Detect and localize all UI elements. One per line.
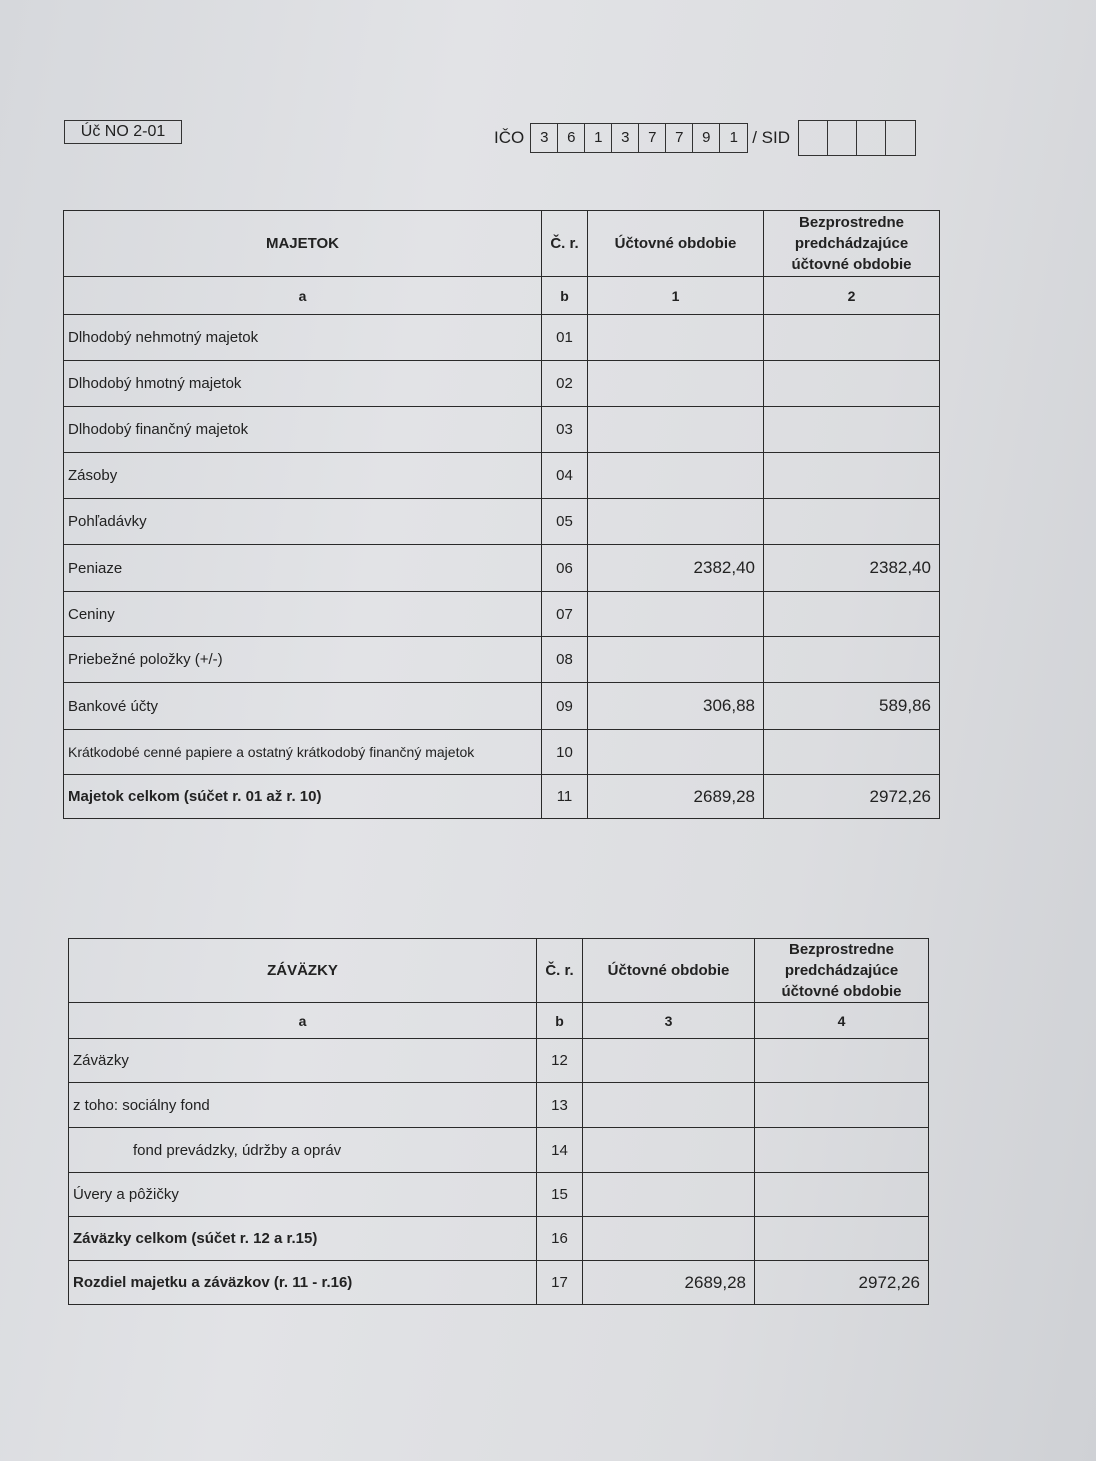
previous-value — [764, 592, 940, 637]
previous-value — [755, 1128, 929, 1173]
liabilities-subheader-a: a — [69, 1003, 537, 1039]
liabilities-header-row — [69, 939, 929, 1003]
row-label: Úvery a pôžičky — [69, 1173, 537, 1217]
table-row — [69, 1173, 929, 1217]
assets-subheader-row — [64, 277, 940, 315]
assets-header-row-no: Č. r. — [542, 211, 588, 277]
table-row — [64, 592, 940, 637]
row-number: 07 — [542, 592, 588, 637]
ico-digit: 3 — [612, 124, 639, 152]
row-label: Peniaze — [64, 545, 542, 592]
liabilities-subheader-4: 4 — [755, 1003, 929, 1039]
assets-header-name: MAJETOK — [64, 211, 542, 277]
row-label: Dlhodobý hmotný majetok — [64, 361, 542, 407]
assets-subheader-a: a — [64, 277, 542, 315]
ico-digit-boxes — [530, 123, 748, 153]
previous-value — [764, 361, 940, 407]
current-value — [583, 1173, 755, 1217]
form-code: Úč NO 2-01 — [64, 120, 182, 144]
ico-digit: 7 — [639, 124, 666, 152]
row-label: Ceniny — [64, 592, 542, 637]
row-label: Záväzky celkom (súčet r. 12 a r.15) — [69, 1217, 537, 1261]
previous-value — [755, 1083, 929, 1128]
current-value: 2689,28 — [583, 1261, 755, 1305]
previous-value: 2972,26 — [755, 1261, 929, 1305]
assets-header-current: Účtovné obdobie — [588, 211, 764, 277]
sid-label: / SID — [752, 128, 791, 147]
previous-value — [764, 407, 940, 453]
assets-subheader-b: b — [542, 277, 588, 315]
table-row — [69, 1039, 929, 1083]
row-label: Dlhodobý finančný majetok — [64, 407, 542, 453]
liabilities-subheader-b: b — [537, 1003, 583, 1039]
sid-box — [857, 121, 886, 155]
current-value — [583, 1039, 755, 1083]
table-row — [64, 683, 940, 730]
previous-value: 589,86 — [764, 683, 940, 730]
assets-header-row — [64, 211, 940, 277]
sid-boxes — [798, 120, 916, 156]
liabilities-header-name: ZÁVÄZKY — [69, 939, 537, 1003]
table-row — [64, 545, 940, 592]
table-row — [69, 1083, 929, 1128]
previous-value: 2972,26 — [764, 775, 940, 819]
ico-section — [494, 118, 916, 158]
row-number: 11 — [542, 775, 588, 819]
row-label: Pohľadávky — [64, 499, 542, 545]
current-value — [588, 361, 764, 407]
previous-value — [755, 1173, 929, 1217]
sid-box — [799, 121, 828, 155]
liabilities-subheader-row — [69, 1003, 929, 1039]
liabilities-header-previous: Bezprostredne predchádzajúce účtovné obdobie — [755, 939, 929, 1003]
table-row — [69, 1128, 929, 1173]
previous-value — [755, 1039, 929, 1083]
row-number: 01 — [542, 315, 588, 361]
liabilities-header-row-no: Č. r. — [537, 939, 583, 1003]
table-row — [64, 361, 940, 407]
ico-digit: 3 — [531, 124, 558, 152]
previous-value: 2382,40 — [764, 545, 940, 592]
table-row — [64, 407, 940, 453]
table-row-total — [69, 1217, 929, 1261]
table-row-total — [64, 775, 940, 819]
row-label: Zásoby — [64, 453, 542, 499]
current-value: 2382,40 — [588, 545, 764, 592]
row-number: 17 — [537, 1261, 583, 1305]
row-label: z toho: sociálny fond — [69, 1083, 537, 1128]
table-row — [64, 730, 940, 775]
liabilities-table — [68, 938, 929, 1305]
row-number: 08 — [542, 637, 588, 683]
row-label: fond prevádzky, údržby a opráv — [69, 1128, 537, 1173]
ico-label: IČO — [494, 128, 525, 147]
assets-table — [63, 210, 940, 819]
table-row — [64, 453, 940, 499]
previous-value — [764, 499, 940, 545]
row-number: 06 — [542, 545, 588, 592]
row-number: 05 — [542, 499, 588, 545]
row-label: Rozdiel majetku a záväzkov (r. 11 - r.16) — [69, 1261, 537, 1305]
assets-header-previous: Bezprostredne predchádzajúce účtovné obdobie — [764, 211, 940, 277]
current-value — [588, 730, 764, 775]
sid-box — [828, 121, 857, 155]
current-value — [588, 499, 764, 545]
ico-digit: 1 — [585, 124, 612, 152]
assets-subheader-1: 1 — [588, 277, 764, 315]
current-value — [583, 1083, 755, 1128]
current-value: 2689,28 — [588, 775, 764, 819]
row-label: Majetok celkom (súčet r. 01 až r. 10) — [64, 775, 542, 819]
ico-digit: 1 — [729, 129, 738, 146]
previous-value — [764, 730, 940, 775]
row-number: 16 — [537, 1217, 583, 1261]
current-value — [583, 1217, 755, 1261]
liabilities-subheader-3: 3 — [583, 1003, 755, 1039]
row-number: 02 — [542, 361, 588, 407]
row-label: Dlhodobý nehmotný majetok — [64, 315, 542, 361]
row-label: Bankové účty — [64, 683, 542, 730]
row-number: 15 — [537, 1173, 583, 1217]
table-row — [64, 637, 940, 683]
assets-subheader-2: 2 — [764, 277, 940, 315]
row-number: 09 — [542, 683, 588, 730]
row-number: 12 — [537, 1039, 583, 1083]
current-value — [583, 1128, 755, 1173]
current-value — [588, 407, 764, 453]
ico-digit: 9 — [693, 124, 720, 152]
row-label: Priebežné položky (+/-) — [64, 637, 542, 683]
row-number: 03 — [542, 407, 588, 453]
previous-value — [755, 1217, 929, 1261]
row-label: Krátkodobé cenné papiere a ostatný krátkodobý finančný majetok — [64, 730, 542, 775]
ico-digit: 7 — [666, 124, 693, 152]
liabilities-header-current: Účtovné obdobie — [583, 939, 755, 1003]
row-number: 04 — [542, 453, 588, 499]
current-value — [588, 592, 764, 637]
current-value — [588, 315, 764, 361]
previous-value — [764, 637, 940, 683]
row-number: 10 — [542, 730, 588, 775]
current-value — [588, 453, 764, 499]
table-row — [64, 499, 940, 545]
ico-digit: 6 — [558, 124, 585, 152]
table-row — [64, 315, 940, 361]
sid-box — [886, 121, 915, 155]
row-label: Záväzky — [69, 1039, 537, 1083]
row-number: 14 — [537, 1128, 583, 1173]
previous-value — [764, 315, 940, 361]
row-number: 13 — [537, 1083, 583, 1128]
current-value — [588, 637, 764, 683]
table-row-total — [69, 1261, 929, 1305]
previous-value — [764, 453, 940, 499]
current-value: 306,88 — [588, 683, 764, 730]
